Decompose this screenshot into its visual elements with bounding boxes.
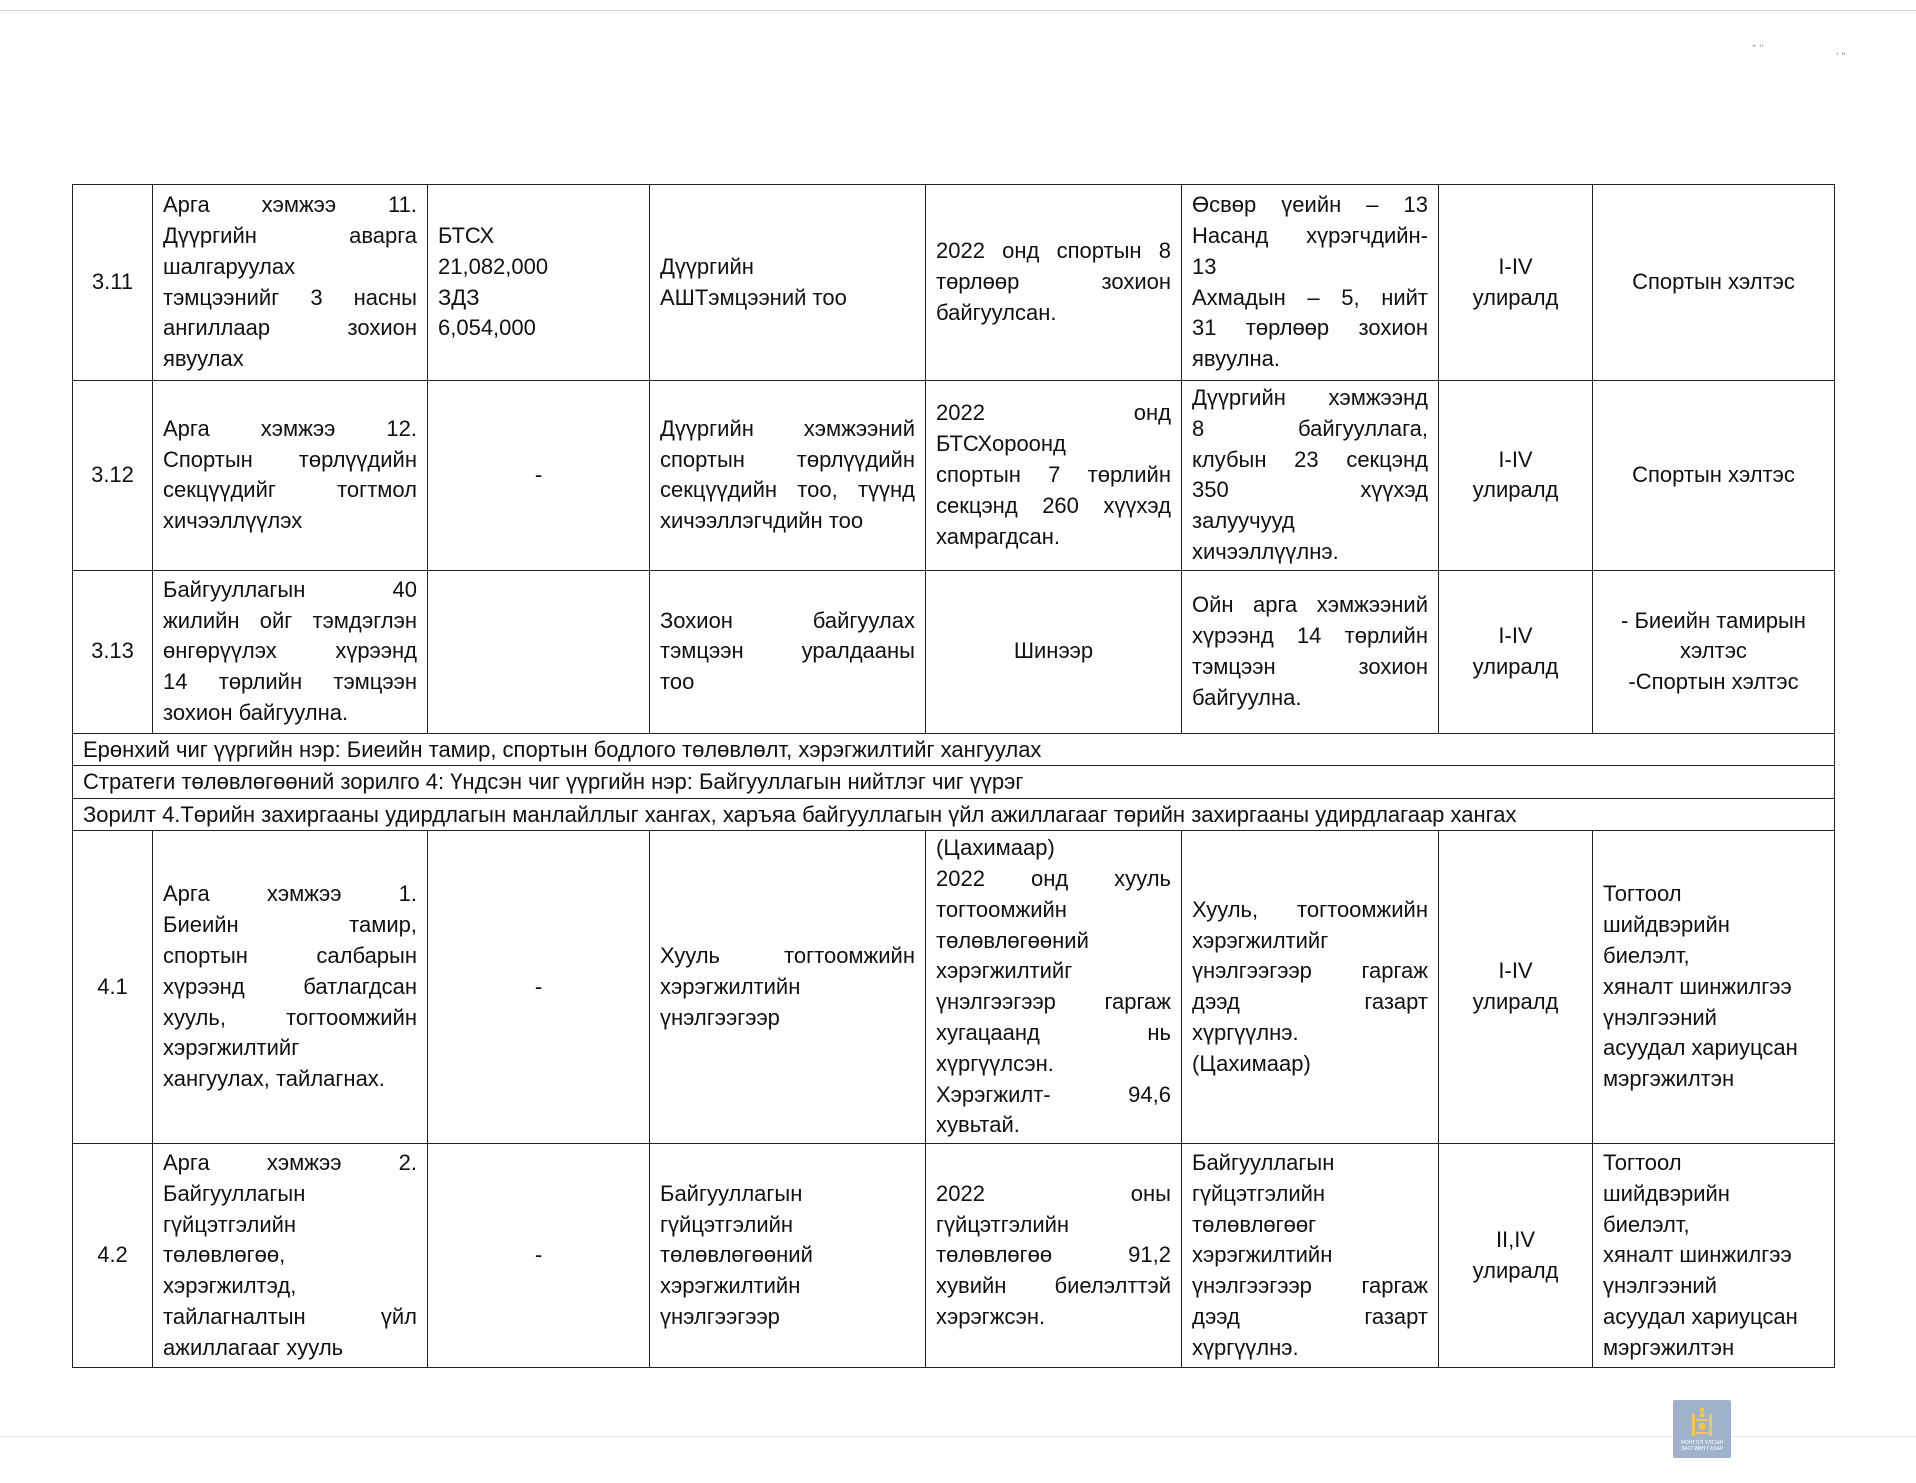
target-cell-line: 8 байгууллага, [1192,415,1428,441]
activity-cell-line: зохион байгуулна. [163,699,349,725]
baseline-cell-line: хувьтай. [936,1112,1020,1138]
indicator-cell-line: Дүүргийн [660,253,754,279]
baseline-cell-line: 2022 онд спортын 8 [936,238,1171,264]
responsible-cell-line: мэргэжилтэн [1603,1334,1735,1360]
target-cell-line: Дүүргийн хэмжээнд [1192,385,1428,410]
target-cell-line: үнэлгээгээр гаргаж [1192,958,1428,984]
activity-cell-line: Арга хэмжээ 11. [163,192,417,218]
activity-cell-line: шалгаруулах [163,253,296,279]
responsible-cell-line: биелэлт, [1603,943,1690,969]
section-header-row [73,733,1835,766]
period-cell-line: I-IV [1498,253,1533,279]
target-cell [1182,185,1439,381]
activity-cell-line: Арга хэмжээ 1. [163,881,417,907]
period-cell [1439,570,1593,733]
baseline-cell-line: БТСХороонд [936,431,1066,457]
baseline-cell-line: хамрагдсан. [936,523,1060,549]
indicator-cell-line: Хууль тогтоомжийн [660,943,915,969]
row-number: 3.11 [73,185,153,381]
activity-cell-line: тайлагналтын үйл [163,1303,417,1329]
indicator-cell-line: хэрэгжилтийн [660,973,801,999]
activity-cell-line: хууль, тогтоомжийн [163,1004,417,1030]
table-row [73,1144,1835,1368]
baseline-cell-line: хугацаанд нь [936,1020,1171,1046]
activity-cell [153,831,428,1144]
period-cell-line: улиралд [1472,989,1559,1015]
responsible-cell-line: асуудал хариуцсан [1603,1035,1798,1061]
period-cell-line: I-IV [1498,958,1533,984]
baseline-cell-line: байгуулсан. [936,299,1057,325]
baseline-cell-line: секцэнд 260 хүүхэд [936,492,1171,518]
target-cell-line: Хууль, тогтоомжийн [1192,896,1428,922]
indicator-cell-line: спортын төрлүүдийн [660,446,915,472]
responsible-cell-line: үнэлгээний [1603,1004,1717,1030]
activity-cell-line: Арга хэмжээ 12. [163,415,417,441]
activity-cell-line: өнгөрүүлэх хүрээнд [163,638,417,664]
target-cell-line: хэрэгжилтийн [1192,1242,1333,1268]
period-cell [1439,381,1593,571]
section-header-text: Стратеги төлөвлөгөөний зорилго 4: Үндсэн чиг үүргийн нэр: Байгууллагын нийтлэг чиг үүрэг [73,766,1835,799]
indicator-cell-line: тоо [660,669,695,695]
baseline-cell [926,1144,1182,1368]
baseline-cell-line: спортын 7 төрлийн [936,461,1171,487]
indicator-cell-line: үнэлгээгээр [660,1303,780,1329]
government-seal-logo [1673,1400,1731,1458]
indicator-cell-line: хичээллэгчдийн тоо [660,508,864,534]
activity-cell-line: жилийн ойг тэмдэглэн [163,607,417,633]
baseline-cell-line: хэрэгжилтийг [936,958,1073,984]
section-header-row [73,766,1835,799]
target-cell-line: хүргүүлнэ. [1192,1334,1299,1360]
target-cell-line: явуулна. [1192,346,1280,372]
scan-mark: ' " [1836,52,1846,62]
responsible-cell-line: хэлтэс [1680,638,1747,664]
budget-cell-line: - [534,461,543,487]
target-cell-line: 31 төрлөөр зохион [1192,315,1428,341]
indicator-cell-line: АШТэмцээний тоо [660,284,847,310]
target-cell-line: дээд газарт [1192,989,1428,1015]
target-cell-line: залуучууд [1192,508,1295,534]
baseline-cell-line: төлөвлөгөөний [936,927,1089,953]
activity-cell-line: хичээллүүлэх [163,508,303,534]
budget-cell-line: 6,054,000 [438,315,536,341]
activity-cell-line: Спортын төрлүүдийн [163,446,417,472]
activity-cell [153,185,428,381]
activity-cell [153,1144,428,1368]
responsible-cell-line: -Спортын хэлтэс [1628,669,1799,695]
target-cell-line: 350 хүүхэд [1192,477,1428,503]
target-cell-line: клубын 23 секцэнд [1192,446,1428,472]
table-row [73,570,1835,733]
period-cell-line: II,IV [1495,1226,1536,1252]
baseline-cell [926,185,1182,381]
baseline-cell-line: хувийн биелэлттэй [936,1273,1171,1299]
indicator-cell-line: төлөвлөгөөний [660,1242,813,1268]
responsible-cell [1593,831,1835,1144]
budget-cell [428,381,650,571]
target-cell-line: Өсвөр үеийн – 13 [1192,192,1428,218]
target-cell-line: үнэлгээгээр гаргаж [1192,1273,1428,1299]
indicator-cell [650,1144,926,1368]
target-cell [1182,1144,1439,1368]
responsible-cell [1593,570,1835,733]
activity-cell-line: гүйцэтгэлийн [163,1211,297,1237]
budget-cell-line: - [534,973,543,999]
activity-cell-line: төлөвлөгөө, [163,1242,286,1268]
indicator-cell [650,831,926,1144]
activity-cell-line: Биеийн тамир, [163,912,417,938]
responsible-cell-line: үнэлгээний [1603,1273,1717,1299]
activity-cell-line: Байгууллагын [163,1180,306,1206]
target-cell-line: хүргүүлнэ. [1192,1020,1299,1046]
section-header-row [73,798,1835,831]
target-cell-line: 13 [1192,253,1217,279]
activity-cell-line: хангуулах, тайлагнах. [163,1066,385,1092]
responsible-cell-line: Спортын хэлтэс [1632,269,1795,295]
activity-cell-line: спортын салбарын [163,943,417,969]
budget-cell [428,1144,650,1368]
budget-cell [428,570,650,733]
table-row [73,381,1835,571]
indicator-cell [650,381,926,571]
action-plan-table [72,184,1835,1368]
budget-cell-line: 21,082,000 [438,253,549,279]
responsible-cell [1593,185,1835,381]
activity-cell-line: хэрэгжилтэд, [163,1273,297,1299]
budget-cell-line: - [534,1242,543,1268]
activity-cell-line: хэрэгжилтийг [163,1035,300,1061]
target-cell [1182,381,1439,571]
baseline-cell [926,831,1182,1144]
responsible-cell [1593,381,1835,571]
indicator-cell-line: тэмцээн уралдааны [660,638,915,664]
baseline-cell-line: үнэлгээгээр гаргаж [936,989,1171,1015]
section-header-text: Ерөнхий чиг үүргийн нэр: Биеийн тамир, спортын бодлого төлөвлөлт, хэрэгжилтийг хангуулах [73,733,1835,766]
activity-cell [153,381,428,571]
baseline-cell-line: төлөвлөгөө 91,2 [936,1242,1171,1268]
budget-cell [428,185,650,381]
row-number: 3.12 [73,381,153,571]
row-number: 4.2 [73,1144,153,1368]
period-cell-line: улиралд [1472,1257,1559,1283]
responsible-cell [1593,1144,1835,1368]
period-cell-line: I-IV [1498,446,1533,472]
responsible-cell-line: Спортын хэлтэс [1632,461,1795,487]
target-cell-line: байгуулна. [1192,684,1302,710]
baseline-cell-line: гүйцэтгэлийн [936,1211,1070,1237]
baseline-cell-line: (Цахимаар) [936,835,1055,861]
baseline-cell-line: 2022 онд [936,400,1171,426]
activity-cell-line: секцүүдийг тогтмол [163,477,417,503]
responsible-cell-line: шийдвэрийн [1603,912,1730,938]
activity-cell-line: Байгууллагын 40 [163,576,417,602]
period-cell-line: улиралд [1472,284,1559,310]
row-number: 4.1 [73,831,153,1144]
baseline-cell-line: төрлөөр зохион [936,269,1171,295]
responsible-cell-line: хяналт шинжилгээ [1603,1242,1792,1268]
indicator-cell-line: үнэлгээгээр [660,1004,780,1030]
responsible-cell-line: Тогтоол [1603,881,1682,907]
indicator-cell [650,185,926,381]
logo-caption: МОНГОЛ УЛСЫН ЗАСГИЙН ГАЗАР [1680,1440,1724,1452]
target-cell [1182,570,1439,733]
period-cell [1439,185,1593,381]
target-cell-line: (Цахимаар) [1192,1050,1311,1076]
responsible-cell-line: - Биеийн тамирын [1621,607,1806,633]
responsible-cell-line: Тогтоол [1603,1149,1682,1175]
indicator-cell-line: хэрэгжилтийн [660,1273,801,1299]
activity-cell-line: хүрээнд батлагдсан [163,973,417,999]
target-cell-line: Насанд хүрэгчдийн- [1192,222,1428,248]
responsible-cell-line: асуудал хариуцсан [1603,1303,1798,1329]
activity-cell-line: явуулах [163,346,244,372]
period-cell [1439,831,1593,1144]
budget-cell-line: БТСХ [438,222,495,248]
target-cell-line: Ойн арга хэмжээний [1192,592,1428,618]
table-row [73,185,1835,381]
baseline-cell-line: Хэрэгжилт- 94,6 [936,1081,1171,1107]
activity-cell [153,570,428,733]
soyombo-icon [1689,1406,1715,1440]
activity-cell-line: ажиллагааг хууль [163,1334,344,1360]
indicator-cell-line: гүйцэтгэлийн [660,1211,794,1237]
indicator-cell-line: секцүүдийн тоо, түүнд [660,477,915,503]
period-cell-line: улиралд [1472,653,1559,679]
target-cell-line: хэрэгжилтийг [1192,927,1329,953]
period-cell [1439,1144,1593,1368]
baseline-cell-line: 2022 оны [936,1180,1171,1206]
target-cell-line: дээд газарт [1192,1303,1428,1329]
table-row [73,831,1835,1144]
indicator-cell [650,570,926,733]
target-cell-line: хүрээнд 14 төрлийн [1192,622,1428,648]
responsible-cell-line: биелэлт, [1603,1211,1690,1237]
indicator-cell-line: Байгууллагын [660,1180,803,1206]
activity-cell-line: Дүүргийн аварга [163,222,417,248]
activity-cell-line: 14 төрлийн тэмцээн [163,669,417,695]
baseline-cell-line: тогтоомжийн [936,896,1067,922]
responsible-cell-line: мэргэжилтэн [1603,1066,1735,1092]
scan-mark: " '' [1752,44,1764,54]
activity-cell-line: ангиллаар зохион [163,315,417,341]
target-cell-line: Байгууллагын [1192,1149,1335,1175]
activity-cell-line: Арга хэмжээ 2. [163,1149,417,1175]
indicator-cell-line: Дүүргийн хэмжээний [660,415,915,441]
target-cell [1182,831,1439,1144]
budget-cell-line: ЗДЗ [438,284,480,310]
target-cell-line: төлөвлөгөөг [1192,1211,1317,1237]
section-header-text: Зорилт 4.Төрийн захиргааны удирдлагын манлайллыг хангах, харъяа байгууллагын үйл ажиллагааг төрийн захиргааны удирдлагаар хангах [73,798,1835,831]
responsible-cell-line: хяналт шинжилгээ [1603,973,1792,999]
baseline-cell-line: хэрэгжсэн. [936,1303,1046,1329]
baseline-cell [926,570,1182,733]
responsible-cell-line: шийдвэрийн [1603,1180,1730,1206]
target-cell-line: хичээллүүлнэ. [1192,538,1339,564]
budget-cell [428,831,650,1144]
target-cell-line: тэмцээн зохион [1192,653,1428,679]
baseline-cell-line: хүргүүлсэн. [936,1050,1054,1076]
baseline-cell-line: 2022 онд хууль [936,866,1171,892]
indicator-cell-line: Зохион байгуулах [660,607,915,633]
target-cell-line: гүйцэтгэлийн [1192,1180,1326,1206]
row-number: 3.13 [73,570,153,733]
baseline-cell-line: Шинээр [1013,638,1094,664]
period-cell-line: улиралд [1472,477,1559,503]
activity-cell-line: тэмцээнийг 3 насны [163,284,417,310]
target-cell-line: Ахмадын – 5, нийт [1192,284,1428,310]
baseline-cell [926,381,1182,571]
period-cell-line: I-IV [1498,622,1533,648]
